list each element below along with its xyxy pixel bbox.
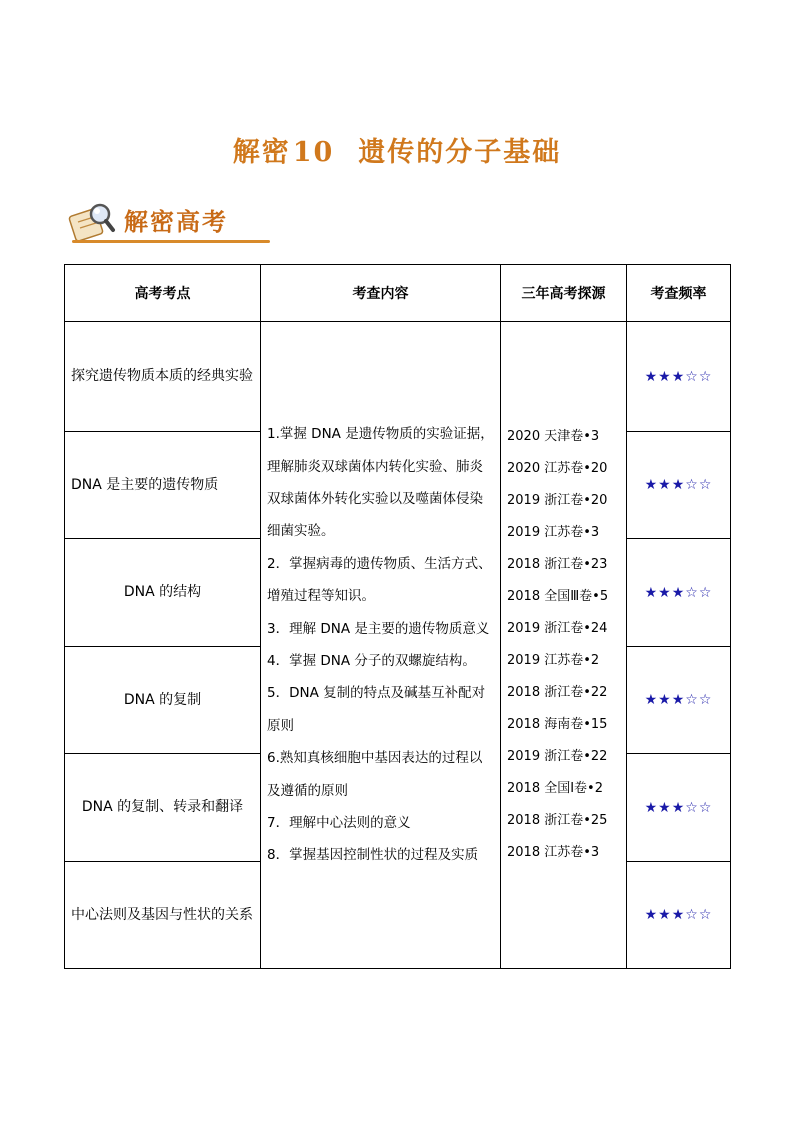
content-line: 7．理解中心法则的意义	[267, 815, 411, 832]
source-line: 2019 浙江卷•20	[507, 493, 608, 508]
source-line: 2018 江苏卷•3	[507, 845, 600, 860]
source-line: 2018 全国Ⅰ卷•2	[507, 781, 603, 796]
exam-point-cell: DNA 的结构	[65, 539, 261, 647]
title-number: 10	[292, 137, 335, 168]
content-line: 4．掌握 DNA 分子的双螺旋结构。	[267, 653, 476, 669]
content-line: 及遵循的原则	[267, 782, 348, 799]
source-line: 2019 浙江卷•22	[507, 749, 608, 764]
source-line: 2020 江苏卷•20	[507, 461, 608, 476]
content-line: 6.熟知真核细胞中基因表达的过程以	[267, 750, 483, 767]
content-line: 细菌实验。	[267, 523, 335, 540]
header-frequency: 考查频率	[627, 265, 731, 322]
frequency-stars: ★★★☆☆	[627, 539, 731, 647]
frequency-stars: ★★★☆☆	[627, 322, 731, 432]
header-source: 三年高考探源	[501, 265, 627, 322]
frequency-stars: ★★★☆☆	[627, 432, 731, 539]
content-line: 2．掌握病毒的遗传物质、生活方式、	[267, 555, 492, 572]
source-cell	[501, 322, 627, 969]
source-line: 2020 天津卷•3	[507, 429, 600, 444]
exam-point-cell: DNA 的复制、转录和翻译	[65, 754, 261, 862]
section-underline	[72, 240, 270, 243]
exam-point-cell: DNA 的复制	[65, 647, 261, 754]
source-line: 2018 浙江卷•22	[507, 685, 608, 700]
source-line: 2018 浙江卷•23	[507, 557, 608, 572]
content-line: 8．掌握基因控制性状的过程及实质	[267, 847, 479, 864]
content-line: 增殖过程等知识。	[267, 588, 375, 605]
content-line: 3．理解 DNA 是主要的遗传物质意义	[267, 620, 490, 637]
source-line: 2018 全国Ⅲ卷•5	[507, 589, 609, 604]
frequency-stars: ★★★☆☆	[627, 862, 731, 969]
exam-point-cell: DNA 是主要的遗传物质	[65, 432, 261, 539]
section-header	[64, 200, 270, 246]
table-header-row	[65, 265, 731, 322]
magnifier-notepad-icon	[66, 200, 118, 244]
section-title: 解密高考	[124, 207, 228, 236]
title-subject: 遗传的分子基础	[358, 137, 562, 168]
source-line: 2019 浙江卷•24	[507, 621, 608, 636]
content-line: 双球菌体外转化实验以及噬菌体侵染	[267, 490, 483, 507]
header-exam-point: 高考考点	[65, 265, 261, 322]
source-line: 2019 江苏卷•2	[507, 653, 600, 668]
source-line: 2018 海南卷•15	[507, 717, 608, 732]
title-prefix: 解密	[232, 137, 291, 168]
page-title	[0, 130, 794, 169]
content-line: 原则	[267, 717, 294, 734]
content-line: 1.掌握 DNA 是遗传物质的实验证据，	[267, 426, 494, 443]
content-line: 5．DNA 复制的特点及碱基互补配对	[267, 685, 486, 702]
content-line: 理解肺炎双球菌体内转化实验、肺炎	[267, 458, 483, 475]
source-line: 2018 浙江卷•25	[507, 813, 608, 828]
table-row	[65, 322, 731, 432]
exam-points-table	[64, 264, 731, 969]
exam-point-cell: 探究遗传物质本质的经典实验	[65, 322, 261, 432]
source-line: 2019 江苏卷•3	[507, 525, 600, 540]
header-content: 考查内容	[261, 265, 501, 322]
content-cell	[261, 322, 501, 969]
frequency-stars: ★★★☆☆	[627, 647, 731, 754]
frequency-stars: ★★★☆☆	[627, 754, 731, 862]
exam-point-cell: 中心法则及基因与性状的关系	[65, 862, 261, 969]
